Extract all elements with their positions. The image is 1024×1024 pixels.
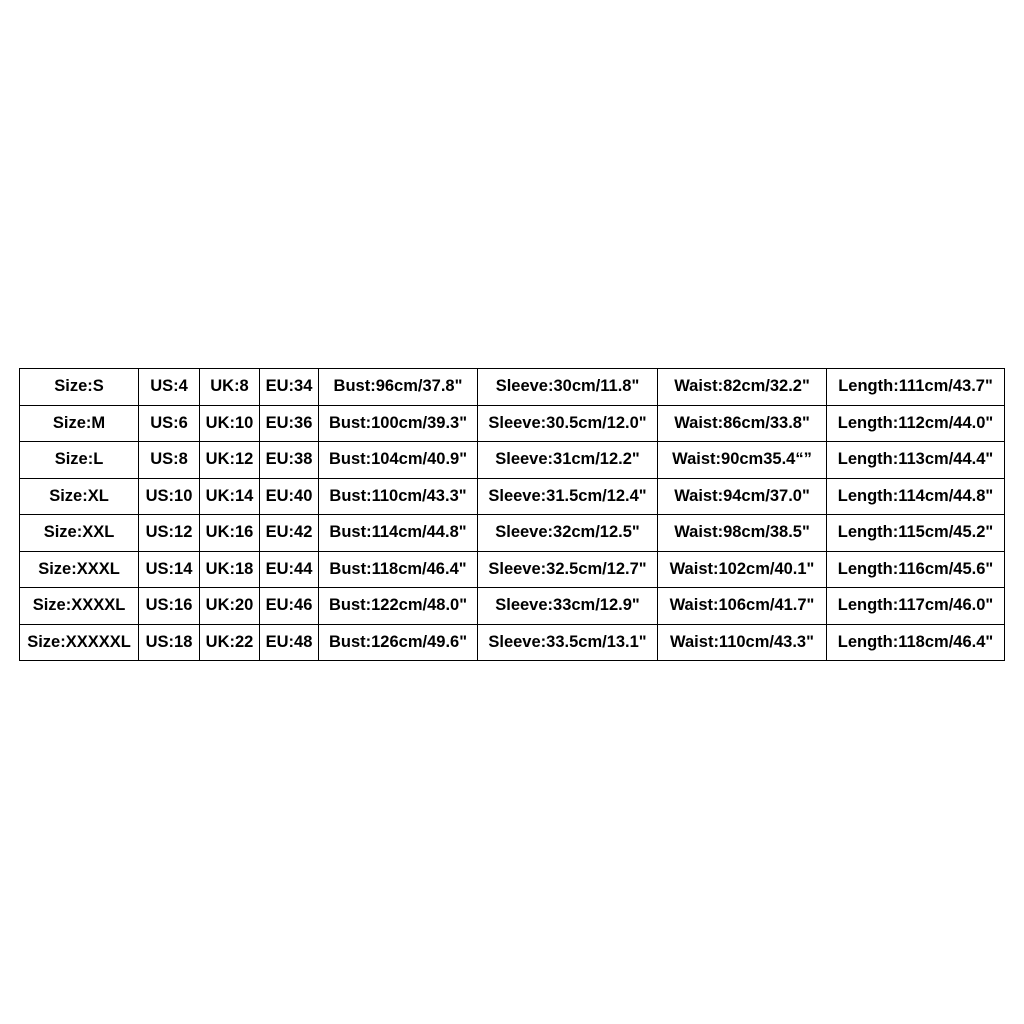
cell-sleeve: Sleeve:32.5cm/12.7" [478,551,658,588]
cell-uk: UK:10 [200,405,260,442]
cell-bust: Bust:104cm/40.9" [319,442,478,479]
cell-eu: EU:44 [260,551,319,588]
cell-eu: EU:36 [260,405,319,442]
cell-bust: Bust:110cm/43.3" [319,478,478,515]
cell-uk: UK:8 [200,369,260,406]
cell-waist: Waist:94cm/37.0" [658,478,827,515]
cell-waist: Waist:102cm/40.1" [658,551,827,588]
cell-size: Size:S [20,369,139,406]
cell-sleeve: Sleeve:30.5cm/12.0" [478,405,658,442]
table-row [20,478,1005,515]
cell-waist: Waist:86cm/33.8" [658,405,827,442]
table-row [20,588,1005,625]
cell-uk: UK:12 [200,442,260,479]
cell-size: Size:XXXXL [20,588,139,625]
cell-length: Length:111cm/43.7" [827,369,1005,406]
table-row [20,442,1005,479]
cell-sleeve: Sleeve:33cm/12.9" [478,588,658,625]
cell-us: US:14 [139,551,200,588]
cell-length: Length:112cm/44.0" [827,405,1005,442]
cell-uk: UK:18 [200,551,260,588]
cell-us: US:4 [139,369,200,406]
cell-length: Length:115cm/45.2" [827,515,1005,552]
cell-bust: Bust:100cm/39.3" [319,405,478,442]
table-row [20,624,1005,661]
cell-sleeve: Sleeve:32cm/12.5" [478,515,658,552]
cell-waist: Waist:98cm/38.5" [658,515,827,552]
cell-size: Size:XL [20,478,139,515]
cell-uk: UK:20 [200,588,260,625]
cell-length: Length:113cm/44.4" [827,442,1005,479]
cell-length: Length:117cm/46.0" [827,588,1005,625]
cell-us: US:6 [139,405,200,442]
cell-length: Length:116cm/45.6" [827,551,1005,588]
cell-us: US:8 [139,442,200,479]
cell-uk: UK:16 [200,515,260,552]
cell-uk: UK:14 [200,478,260,515]
cell-eu: EU:40 [260,478,319,515]
size-chart-table [19,368,1005,661]
cell-length: Length:118cm/46.4" [827,624,1005,661]
cell-waist: Waist:82cm/32.2" [658,369,827,406]
cell-eu: EU:34 [260,369,319,406]
cell-bust: Bust:118cm/46.4" [319,551,478,588]
table-row [20,515,1005,552]
cell-uk: UK:22 [200,624,260,661]
cell-us: US:16 [139,588,200,625]
cell-bust: Bust:126cm/49.6" [319,624,478,661]
size-chart-body [20,369,1005,661]
cell-bust: Bust:96cm/37.8" [319,369,478,406]
cell-size: Size:L [20,442,139,479]
cell-sleeve: Sleeve:33.5cm/13.1" [478,624,658,661]
table-row [20,551,1005,588]
cell-length: Length:114cm/44.8" [827,478,1005,515]
cell-size: Size:XXXL [20,551,139,588]
cell-us: US:12 [139,515,200,552]
cell-bust: Bust:114cm/44.8" [319,515,478,552]
cell-eu: EU:48 [260,624,319,661]
cell-sleeve: Sleeve:31.5cm/12.4" [478,478,658,515]
cell-waist: Waist:110cm/43.3" [658,624,827,661]
cell-waist: Waist:90cm35.4“” [658,442,827,479]
cell-size: Size:M [20,405,139,442]
cell-eu: EU:46 [260,588,319,625]
cell-size: Size:XXXXXL [20,624,139,661]
table-row [20,369,1005,406]
cell-waist: Waist:106cm/41.7" [658,588,827,625]
cell-sleeve: Sleeve:31cm/12.2" [478,442,658,479]
cell-us: US:10 [139,478,200,515]
cell-eu: EU:38 [260,442,319,479]
cell-sleeve: Sleeve:30cm/11.8" [478,369,658,406]
cell-us: US:18 [139,624,200,661]
cell-eu: EU:42 [260,515,319,552]
table-row [20,405,1005,442]
cell-bust: Bust:122cm/48.0" [319,588,478,625]
cell-size: Size:XXL [20,515,139,552]
